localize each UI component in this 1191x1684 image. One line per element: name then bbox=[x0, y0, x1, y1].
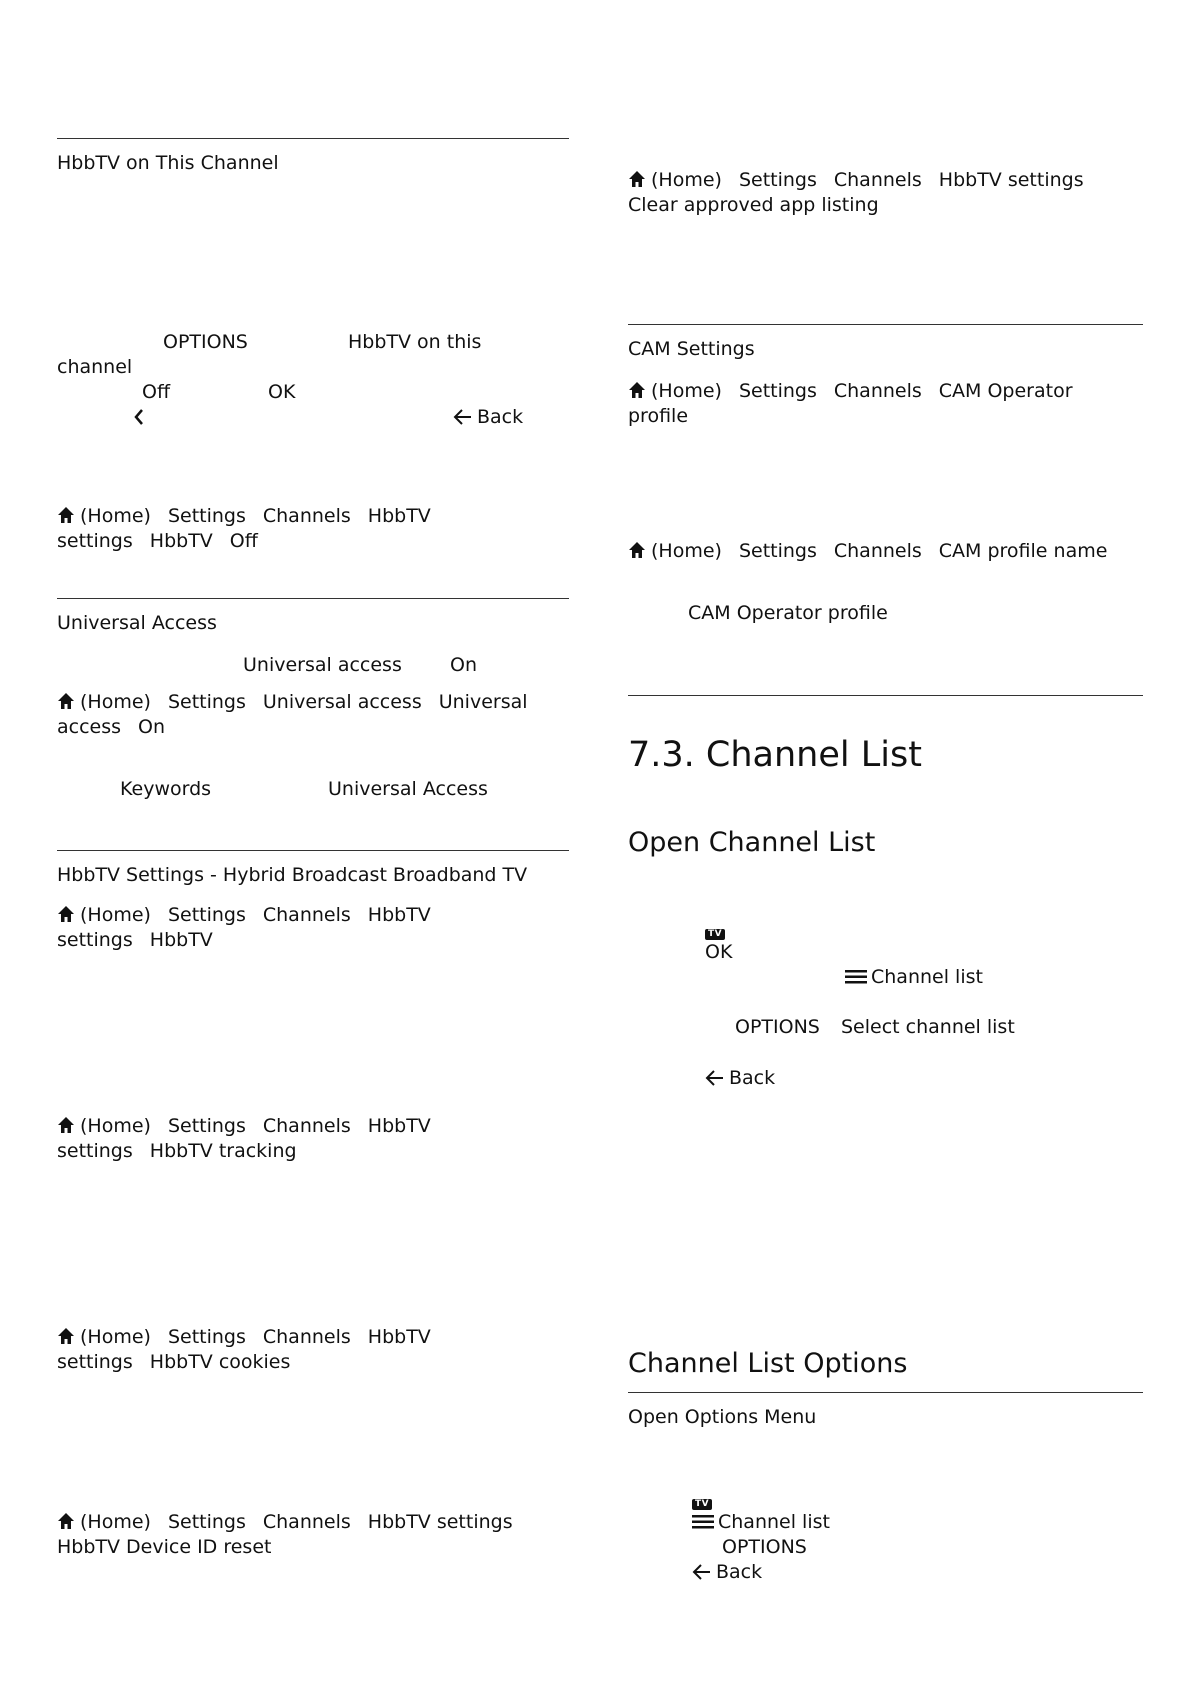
home-icon bbox=[628, 541, 646, 559]
section-title: Universal Access bbox=[57, 612, 217, 634]
menu-item-label: CAM Operator profile bbox=[688, 602, 888, 624]
breadcrumb-item: HbbTV bbox=[367, 904, 431, 926]
back-key bbox=[692, 1560, 762, 1585]
back-label: Back bbox=[716, 1561, 763, 1583]
breadcrumb-item: Settings bbox=[167, 1511, 246, 1533]
section-divider bbox=[57, 850, 569, 851]
breadcrumb bbox=[57, 903, 431, 928]
breadcrumb-item: HbbTV bbox=[149, 929, 213, 951]
section-divider bbox=[628, 1392, 1143, 1393]
menu-item-label: HbbTV on this bbox=[348, 331, 482, 353]
section-divider bbox=[628, 324, 1143, 325]
section-subtitle: Open Options Menu bbox=[628, 1406, 817, 1428]
breadcrumb-cont: HbbTV Device ID reset bbox=[57, 1536, 272, 1558]
breadcrumb-item: Settings bbox=[167, 1115, 246, 1137]
section-heading: Open Channel List bbox=[628, 827, 876, 858]
breadcrumb bbox=[57, 690, 528, 715]
breadcrumb-item: Settings bbox=[167, 505, 246, 527]
list-icon bbox=[692, 1511, 714, 1525]
menu-item-label: Select channel list bbox=[841, 1016, 1015, 1038]
key-options: OPTIONS bbox=[735, 1016, 820, 1038]
breadcrumb-item: HbbTV cookies bbox=[149, 1351, 291, 1373]
breadcrumb-item: On bbox=[138, 716, 166, 738]
section-divider bbox=[57, 598, 569, 599]
section-divider bbox=[57, 138, 569, 139]
channel-list-label: Channel list bbox=[718, 1511, 830, 1533]
channel-list-item bbox=[692, 1510, 830, 1535]
keyword-value: Universal Access bbox=[328, 778, 488, 800]
list-icon bbox=[845, 966, 867, 980]
breadcrumb-item: Settings bbox=[738, 540, 817, 562]
breadcrumb bbox=[628, 168, 1084, 193]
breadcrumb-home: (Home) bbox=[651, 380, 722, 402]
channel-list-item bbox=[845, 965, 983, 990]
menu-item-label: Universal access bbox=[243, 654, 402, 676]
breadcrumb-item: HbbTV settings bbox=[938, 169, 1084, 191]
channel-list-label: Channel list bbox=[871, 966, 983, 988]
breadcrumb bbox=[628, 539, 1107, 564]
home-icon bbox=[57, 692, 75, 710]
breadcrumb-item: CAM Operator bbox=[938, 380, 1073, 402]
section-title: HbbTV Settings - Hybrid Broadcast Broadband TV bbox=[57, 864, 528, 886]
section-title: HbbTV on This Channel bbox=[57, 152, 279, 174]
breadcrumb-item: Channels bbox=[833, 540, 922, 562]
breadcrumb-item: Channels bbox=[833, 380, 922, 402]
breadcrumb-item: Off bbox=[229, 530, 258, 552]
breadcrumb-item: HbbTV bbox=[367, 1326, 431, 1348]
value-off: Off bbox=[142, 381, 171, 403]
breadcrumb-item: Channels bbox=[262, 904, 351, 926]
breadcrumb-item: Settings bbox=[167, 691, 246, 713]
breadcrumb-cont bbox=[57, 1350, 290, 1375]
home-icon bbox=[57, 1512, 75, 1530]
home-icon bbox=[57, 905, 75, 923]
breadcrumb-item: Channels bbox=[262, 505, 351, 527]
breadcrumb bbox=[57, 1325, 431, 1350]
key-ok: OK bbox=[705, 941, 733, 963]
breadcrumb-item: HbbTV bbox=[149, 530, 213, 552]
breadcrumb-home: (Home) bbox=[651, 540, 722, 562]
home-icon bbox=[57, 1327, 75, 1345]
key-options: OPTIONS bbox=[722, 1536, 807, 1558]
keywords-label: Keywords bbox=[120, 778, 212, 800]
home-icon bbox=[57, 506, 75, 524]
key-ok: OK bbox=[268, 381, 296, 403]
arrow-left-icon bbox=[453, 408, 473, 426]
breadcrumb-home: (Home) bbox=[80, 691, 151, 713]
chevron-left-icon bbox=[132, 407, 146, 427]
breadcrumb-item: settings bbox=[57, 530, 133, 552]
breadcrumb-cont: profile bbox=[628, 405, 689, 427]
key-options: OPTIONS bbox=[163, 331, 248, 353]
value-on: On bbox=[450, 654, 477, 676]
home-icon bbox=[628, 381, 646, 399]
arrow-left-icon bbox=[692, 1563, 712, 1581]
back-label: Back bbox=[477, 406, 524, 428]
breadcrumb-item: Channels bbox=[262, 1326, 351, 1348]
tv-icon: TV bbox=[692, 1499, 712, 1510]
breadcrumb-item: HbbTV tracking bbox=[149, 1140, 297, 1162]
breadcrumb-cont bbox=[57, 928, 213, 953]
breadcrumb bbox=[57, 1510, 513, 1535]
breadcrumb-item: HbbTV bbox=[367, 1115, 431, 1137]
breadcrumb bbox=[57, 504, 431, 529]
breadcrumb-home: (Home) bbox=[80, 1511, 151, 1533]
back-label: Back bbox=[729, 1067, 776, 1089]
breadcrumb-item: settings bbox=[57, 1351, 133, 1373]
chapter-heading: 7.3. Channel List bbox=[628, 735, 922, 775]
breadcrumb bbox=[57, 1114, 431, 1139]
arrow-left-icon bbox=[705, 1069, 725, 1087]
breadcrumb-home: (Home) bbox=[80, 904, 151, 926]
home-icon bbox=[57, 1116, 75, 1134]
text-channel: channel bbox=[57, 356, 133, 378]
breadcrumb-item: CAM profile name bbox=[938, 540, 1108, 562]
breadcrumb-home: (Home) bbox=[80, 1326, 151, 1348]
breadcrumb-item: Universal bbox=[438, 691, 528, 713]
breadcrumb-home: (Home) bbox=[80, 505, 151, 527]
breadcrumb-item: HbbTV settings bbox=[367, 1511, 513, 1533]
breadcrumb-item: settings bbox=[57, 929, 133, 951]
breadcrumb-item: Channels bbox=[833, 169, 922, 191]
breadcrumb-item: settings bbox=[57, 1140, 133, 1162]
section-heading: Channel List Options bbox=[628, 1348, 908, 1379]
breadcrumb-cont bbox=[57, 529, 258, 554]
breadcrumb-item: Settings bbox=[167, 1326, 246, 1348]
breadcrumb-item: Settings bbox=[738, 169, 817, 191]
breadcrumb-item: HbbTV bbox=[367, 505, 431, 527]
section-divider bbox=[628, 695, 1143, 696]
tv-icon: TV bbox=[705, 929, 725, 940]
breadcrumb-cont bbox=[57, 715, 165, 740]
back-key bbox=[453, 405, 523, 430]
breadcrumb-home: (Home) bbox=[651, 169, 722, 191]
breadcrumb-home: (Home) bbox=[80, 1115, 151, 1137]
breadcrumb-cont: Clear approved app listing bbox=[628, 194, 879, 216]
breadcrumb-item: Universal access bbox=[262, 691, 422, 713]
breadcrumb-item: access bbox=[57, 716, 122, 738]
section-title: CAM Settings bbox=[628, 338, 755, 360]
breadcrumb-cont bbox=[57, 1139, 297, 1164]
breadcrumb-item: Settings bbox=[167, 904, 246, 926]
breadcrumb-item: Channels bbox=[262, 1511, 351, 1533]
breadcrumb-item: Settings bbox=[738, 380, 817, 402]
back-key bbox=[705, 1066, 775, 1091]
breadcrumb-item: Channels bbox=[262, 1115, 351, 1137]
home-icon bbox=[628, 170, 646, 188]
breadcrumb bbox=[628, 379, 1073, 404]
